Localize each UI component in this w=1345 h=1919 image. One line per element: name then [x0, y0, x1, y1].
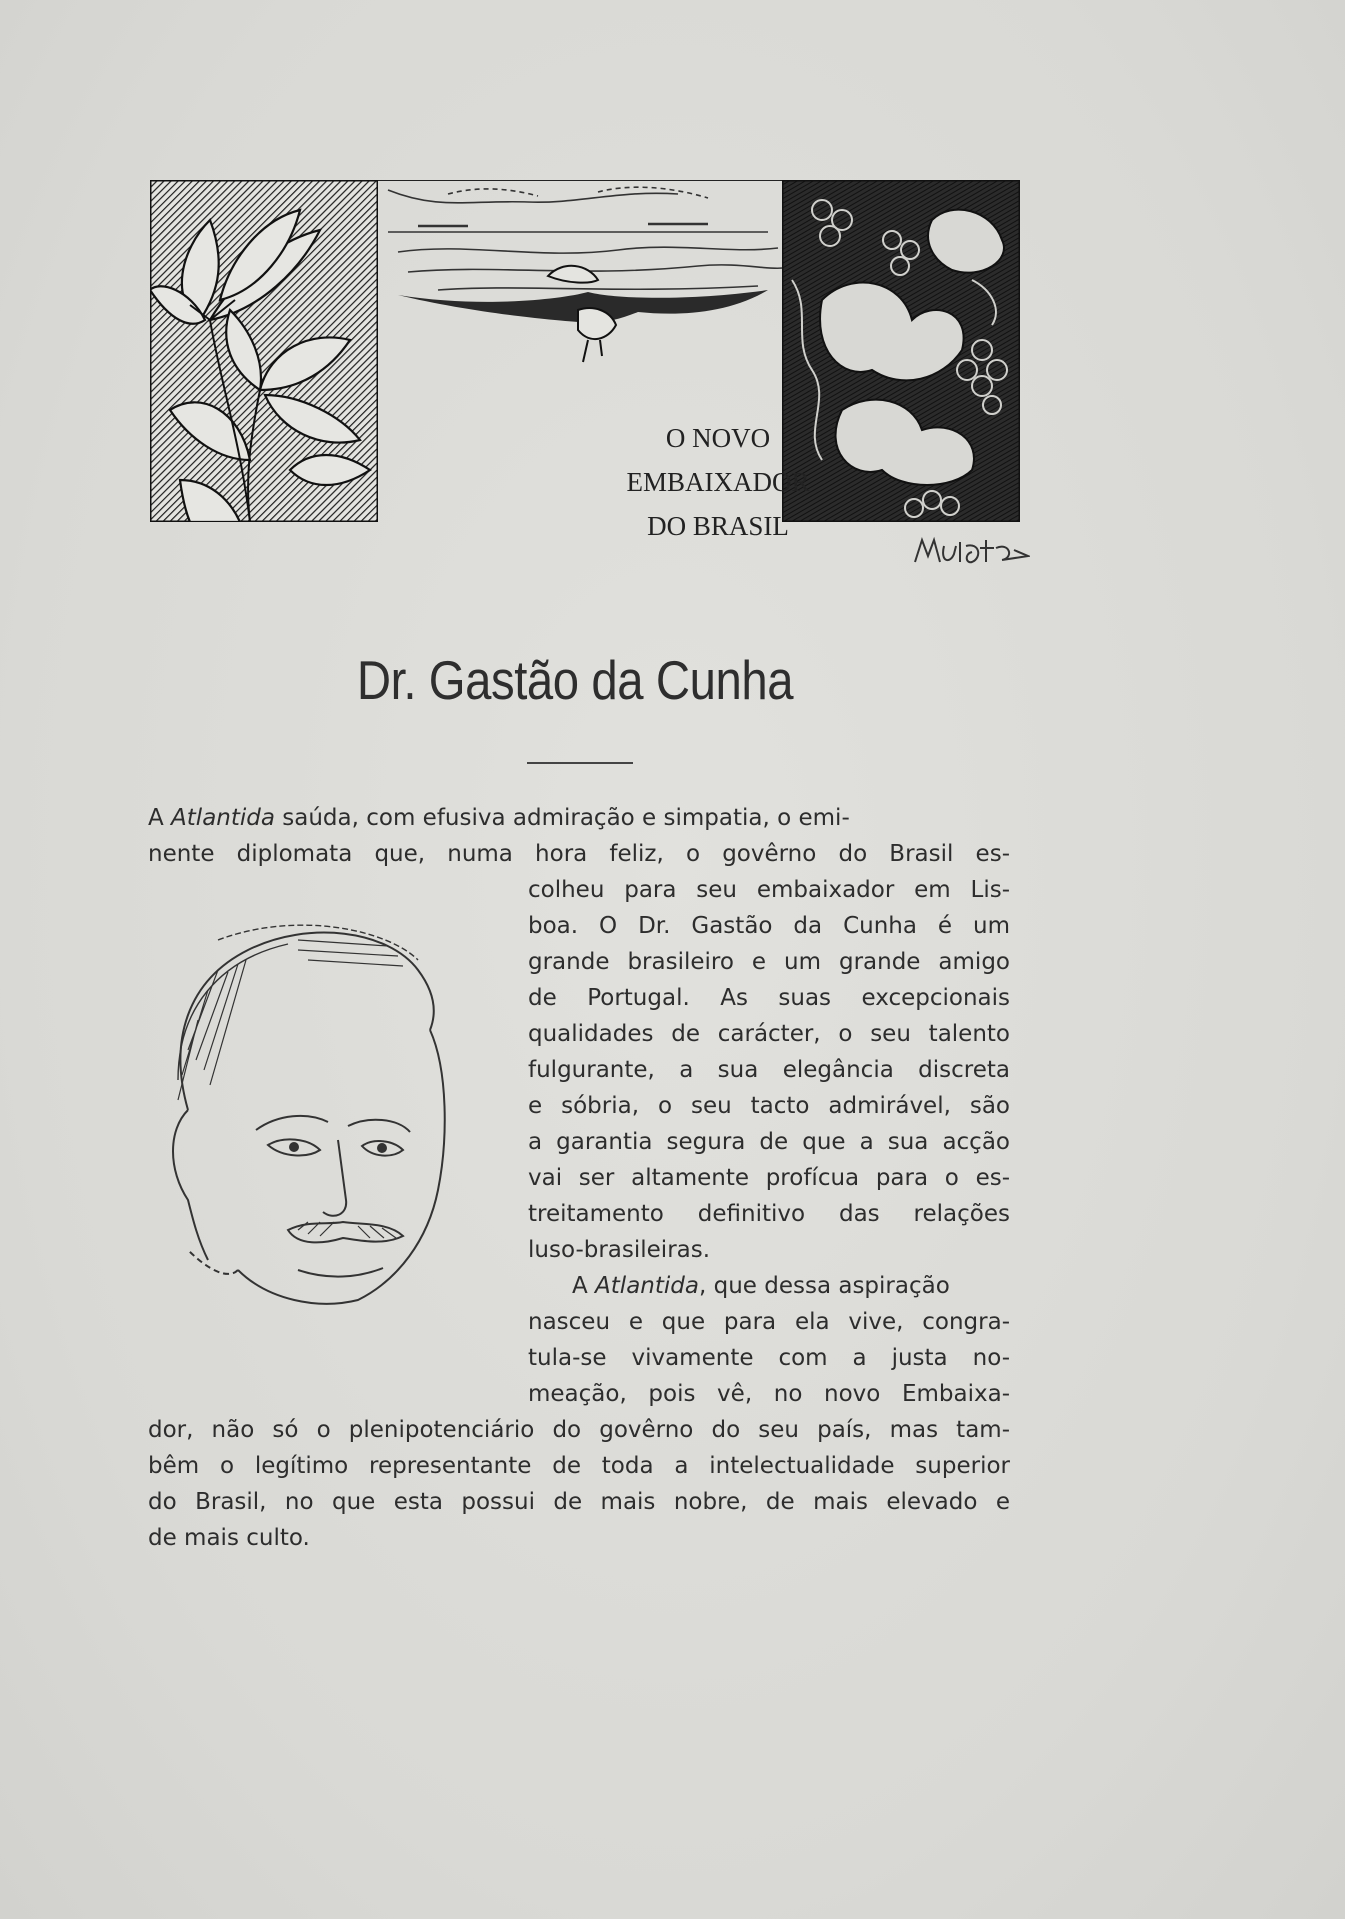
body-line: de Portugal. As suas excepcionais	[528, 985, 1010, 1011]
portrait-drawing	[148, 900, 508, 1400]
body-line: meação, pois vê, no novo Embaixa-	[528, 1381, 1010, 1407]
body-line: a garantia segura de que a sua acção	[528, 1129, 1010, 1155]
magazine-name: Atlantida	[171, 805, 275, 831]
body-line: vai ser altamente profícua para o es-	[528, 1165, 1010, 1191]
body-line: do Brasil, no que esta possui de mais nobre, de mais elevado e	[148, 1489, 1010, 1515]
magazine-name: Atlantida	[595, 1273, 699, 1299]
article-title: Dr. Gastão da Cunha	[356, 649, 794, 711]
body-line: boa. O Dr. Gastão da Cunha é um	[528, 913, 1010, 939]
body-line: bêm o legítimo representante de toda a intelectualidade superior	[148, 1453, 1010, 1479]
lily-flowers-illustration	[150, 180, 378, 522]
body-line: colheu para seu embaixador em Lis-	[528, 877, 1010, 903]
body-line: e sóbria, o seu tacto admirável, são	[528, 1093, 1010, 1119]
body-line: nente diplomata que, numa hora feliz, o govêrno do Brasil es-	[148, 841, 1010, 867]
header-title-line: O NOVO	[665, 423, 771, 453]
body-line: de mais culto.	[148, 1525, 310, 1551]
body-line: A Atlantida saúda, com efusiva admiração e simpatia, o emi-	[148, 805, 850, 831]
body-line: dor, não só o plenipotenciário do govêrno do seu país, mas tam-	[148, 1417, 1010, 1443]
body-line: tula-se vivamente com a justa no-	[528, 1345, 1010, 1371]
body-line: luso-brasileiras.	[528, 1237, 711, 1263]
header-title-line: EMBAIXADOR	[626, 467, 810, 497]
body-line: grande brasileiro e um grande amigo	[528, 949, 1010, 975]
header-title-line: DO BRASIL	[647, 511, 789, 541]
body-line: nasceu e que para ela vive, congra-	[528, 1309, 1010, 1335]
header-banner	[150, 180, 1020, 541]
body-line: qualidades de carácter, o seu talento	[528, 1021, 1010, 1047]
title-divider	[527, 762, 633, 764]
body-line: A Atlantida, que dessa aspiração	[572, 1273, 950, 1299]
body-line: fulgurante, a sua elegância discreta	[528, 1057, 1010, 1083]
artist-signature	[910, 532, 1030, 572]
header-title	[548, 416, 888, 548]
sea-bird-illustration	[378, 180, 782, 365]
body-line: treitamento definitivo das relações	[528, 1201, 1010, 1227]
